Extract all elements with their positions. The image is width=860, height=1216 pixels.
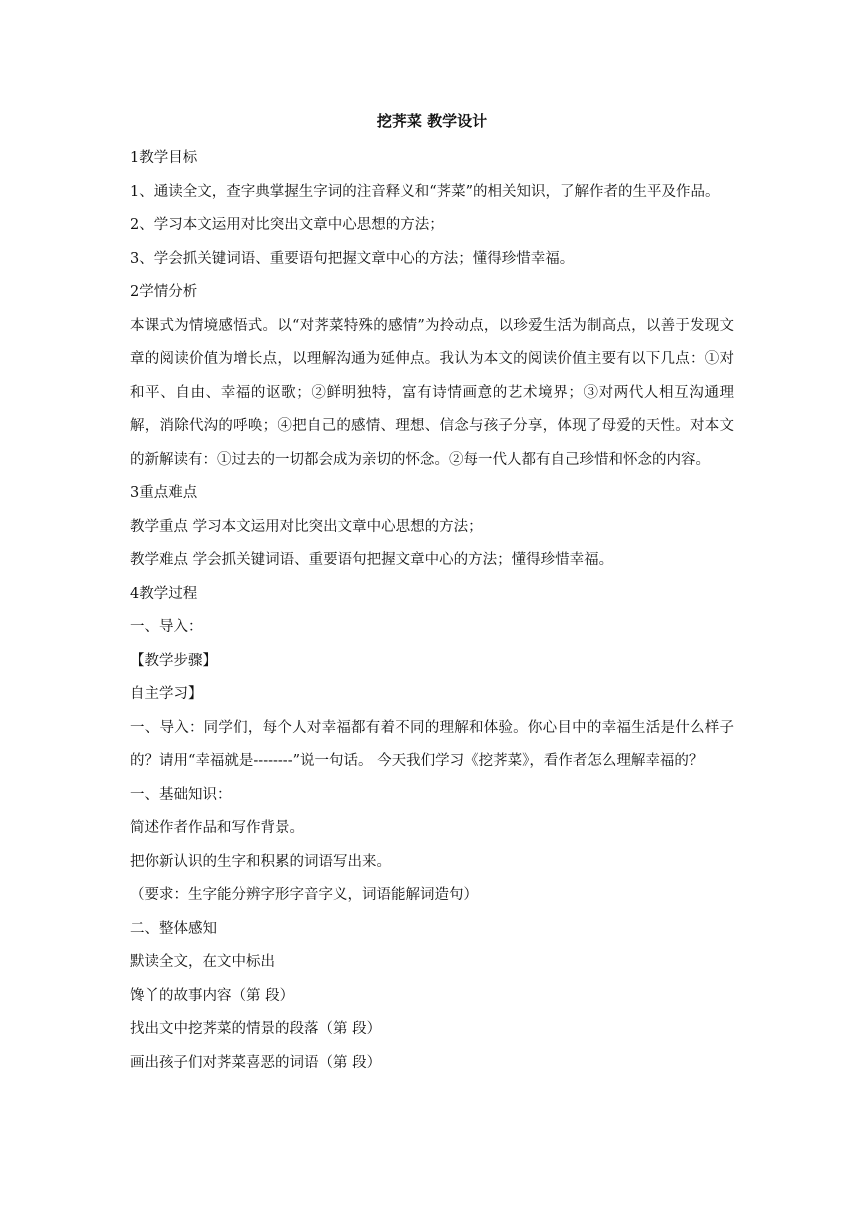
task-story-content: 馋丫的故事内容（第 段） [130, 987, 295, 1004]
introduction-paragraph: 一、导入：同学们，每个人对幸福都有着不同的理解和体验。你心目中的幸福生活是什么样子的？请用“幸福就是--------”说一句话。 今天我们学习《挖荠菜》，看作者怎么理解幸福的？ [130, 719, 734, 769]
section-introduction: 一、导入： [130, 619, 203, 635]
heading-learner-analysis: 2学情分析 [130, 284, 198, 300]
section-basic-knowledge: 一、基础知识： [130, 786, 232, 803]
task-silent-reading: 默读全文，在文中标出 [130, 954, 275, 970]
task-digging-scene: 找出文中挖荠菜的情景的段落（第 段） [130, 1021, 382, 1037]
section-teaching-steps: 【教学步骤】 [130, 652, 217, 669]
task-requirement: （要求：生字能分辨字形字音字义，词语能解词造句） [130, 887, 478, 903]
section-self-study: 自主学习】 [130, 686, 203, 702]
goal-item-1: 1、通读全文，查字典掌握生字词的注音释义和“荠菜”的相关知识，了解作者的生平及作品。 [130, 183, 720, 200]
heading-teaching-goals: 1教学目标 [130, 150, 198, 166]
goal-item-2: 2、学习本文运用对比突出文章中心思想的方法； [130, 217, 444, 233]
learner-analysis-paragraph: 本课式为情境感悟式。以“对荠菜特殊的感情”为拎动点，以珍爱生活为制高点，以善于发现文章的阅读价值为增长点，以理解沟通为延伸点。我认为本文的阅读价值主要有以下几点：①对和平、自由、幸福的讴歌；②鲜明独特，富有诗情画意的艺术境界；③对两代人相互沟通理解，消除代沟的呼唤；④把自己的感情、理想、信念与孩子分享，体现了母爱的天性。对本文的新解读有：①过去的一切都会成为亲切的怀念。②每一代人都有自己珍惜和怀念的内容。 [130, 317, 734, 468]
heading-teaching-process: 4教学过程 [130, 585, 198, 602]
heading-key-points: 3重点难点 [130, 485, 198, 501]
goal-item-3: 3、学会抓关键词语、重要语句把握文章中心的方法；懂得珍惜幸福。 [130, 250, 575, 267]
task-like-dislike-words: 画出孩子们对荠菜喜恶的词语（第 段） [130, 1054, 382, 1071]
document-body [130, 108, 734, 1080]
key-point-difficulty: 教学难点 学会抓关键词语、重要语句把握文章中心的方法；懂得珍惜幸福。 [130, 552, 614, 568]
key-point-focus: 教学重点 学习本文运用对比突出文章中心思想的方法； [130, 518, 483, 535]
section-overall-perception: 二、整体感知 [130, 920, 217, 937]
task-author-background: 简述作者作品和写作背景。 [130, 820, 304, 836]
task-new-words: 把你新认识的生字和积累的词语写出来。 [130, 853, 391, 870]
document-title: 挖荠菜 教学设计 [376, 112, 488, 130]
